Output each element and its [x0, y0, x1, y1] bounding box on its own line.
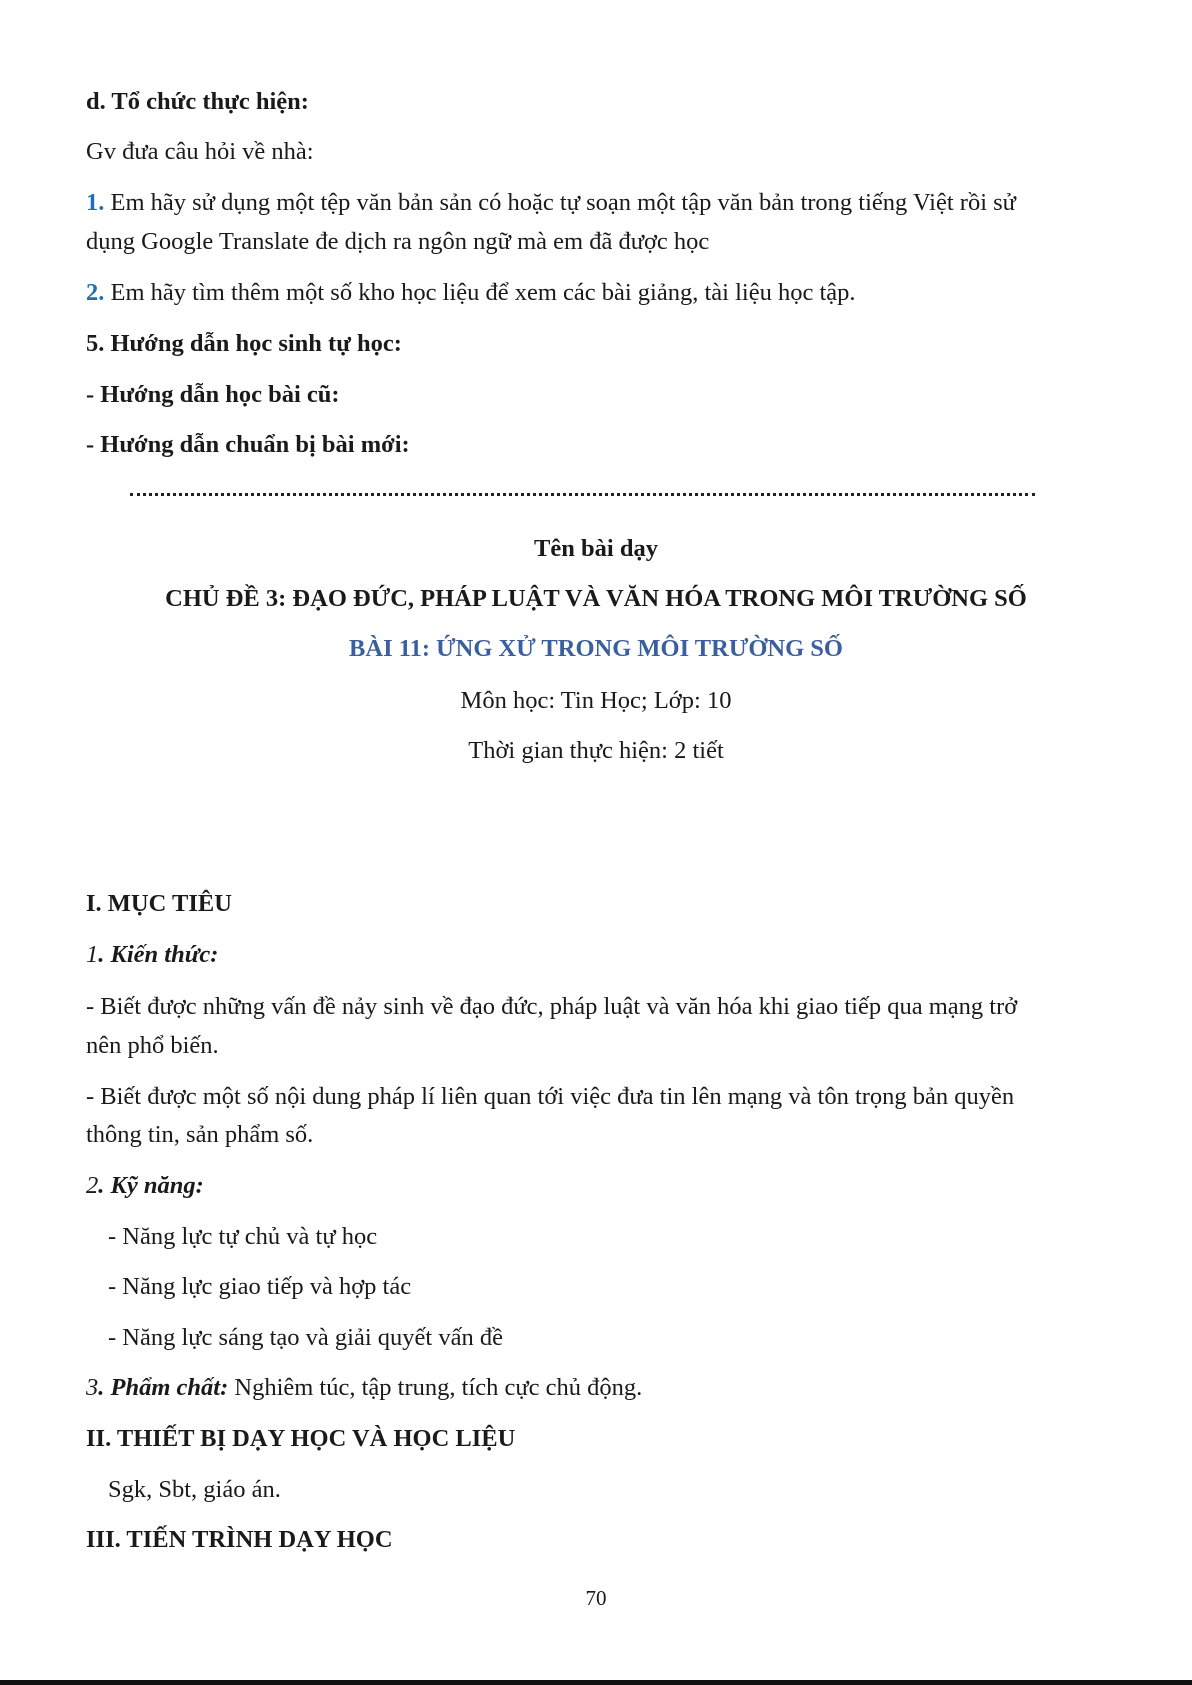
old-lesson-guide: - Hướng dẫn học bài cũ: [86, 381, 340, 408]
question-2-number: 2. [86, 279, 105, 306]
skill-3: - Năng lực sáng tạo và giải quyết vấn đề [108, 1324, 503, 1351]
objectives-heading: I. MỤC TIÊU [86, 890, 232, 917]
question-1-number: 1. [86, 189, 105, 216]
dotted-separator [130, 493, 1035, 496]
knowledge-1-line-1: - Biết được những vấn đề nảy sinh về đạo đức, pháp luật và văn hóa khi giao tiếp qua mạng trở [86, 993, 1018, 1020]
lesson-title: BÀI 11: ỨNG XỬ TRONG MÔI TRƯỜNG SỐ [349, 635, 843, 662]
question-2 [86, 278, 856, 308]
question-1-text: Em hãy sử dụng một tệp văn bản sản có hoặc tự soạn một tập văn bản trong tiếng Việt rồi sử [104, 189, 1016, 216]
skill-1: - Năng lực tự chủ và tự học [108, 1223, 378, 1250]
topic-title: CHỦ ĐỀ 3: ĐẠO ĐỨC, PHÁP LUẬT VÀ VĂN HÓA TRONG MÔI TRƯỜNG SỐ [165, 585, 1027, 612]
process-heading: III. TIẾN TRÌNH DẠY HỌC [86, 1526, 393, 1553]
knowledge-heading: 1. Kiến thức: [86, 941, 219, 968]
knowledge-2-line-1: - Biết được một số nội dung pháp lí liên quan tới việc đưa tin lên mạng và tôn trọng bản quyền [86, 1083, 1015, 1110]
duration-info: Thời gian thực hiện: 2 tiết [468, 737, 724, 764]
page-number: 70 [585, 1586, 607, 1610]
skills-heading: 2. Kỹ năng: [86, 1172, 204, 1199]
qualities-line: 3. Phẩm chất: Nghiêm túc, tập trung, tích cực chủ động. [86, 1374, 643, 1401]
bottom-border [0, 1680, 1192, 1685]
knowledge-1-line-2: nên phổ biến. [86, 1032, 219, 1059]
equipment-text: Sgk, Sbt, giáo án. [108, 1476, 281, 1503]
section-5-heading: 5. Hướng dẫn học sinh tự học: [86, 330, 402, 357]
question-1-line-1 [86, 188, 1016, 218]
subject-info: Môn học: Tin Học; Lớp: 10 [460, 687, 732, 714]
question-1-line-2: dụng Google Translate đe dịch ra ngôn ngữ mà em đã được học [86, 228, 710, 255]
equipment-heading: II. THIẾT BỊ DẠY HỌC VÀ HỌC LIỆU [86, 1425, 516, 1452]
lesson-label: Tên bài dạy [534, 535, 658, 562]
question-2-text: Em hãy tìm thêm một số kho học liệu để xem các bài giảng, tài liệu học tập. [104, 279, 856, 306]
skill-2: - Năng lực giao tiếp và hợp tác [108, 1273, 412, 1300]
homework-intro: Gv đưa câu hỏi về nhà: [86, 138, 314, 165]
new-lesson-guide: - Hướng dẫn chuẩn bị bài mới: [86, 431, 410, 458]
section-d-heading: d. Tổ chức thực hiện: [86, 88, 309, 115]
knowledge-2-line-2: thông tin, sản phẩm số. [86, 1121, 314, 1148]
